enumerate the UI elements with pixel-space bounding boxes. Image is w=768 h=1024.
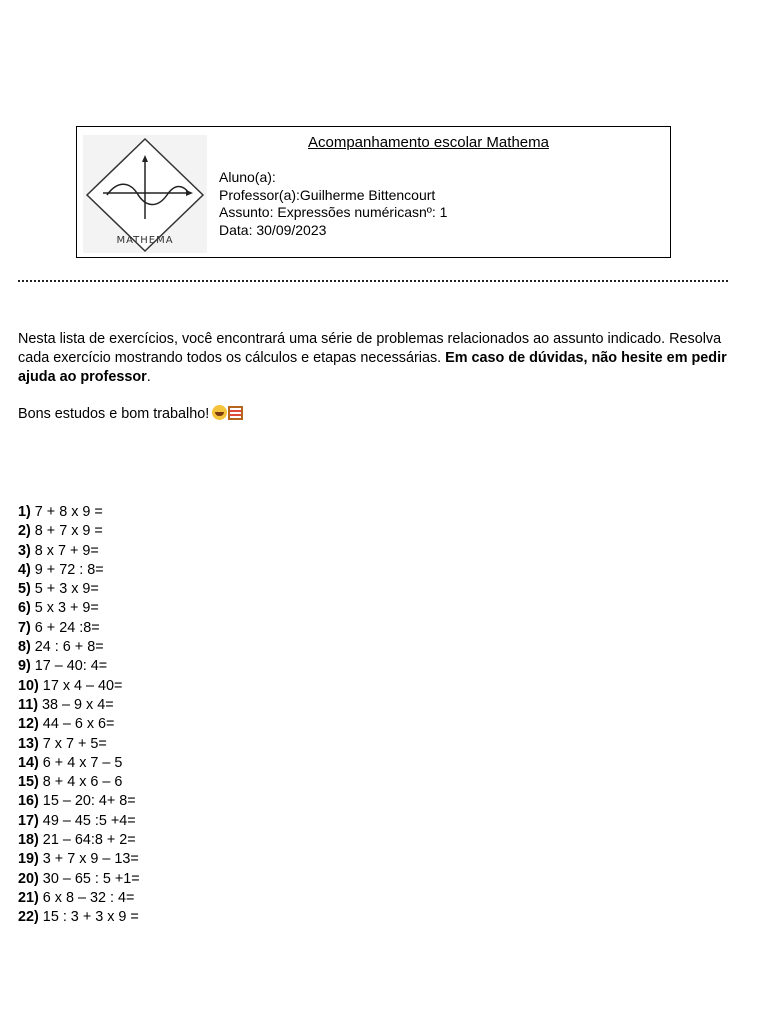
abacus-icon xyxy=(228,406,243,420)
exercise-number: 18) xyxy=(18,832,39,849)
exercise-item xyxy=(18,870,140,889)
exercise-expression: 5 + 3 x 9= xyxy=(30,581,99,598)
date-field: Data: 30/09/2023 xyxy=(219,221,327,238)
exercise-number: 2) xyxy=(18,523,31,540)
exercise-item xyxy=(18,619,140,638)
exercise-item xyxy=(18,715,140,734)
intro-paragraph xyxy=(18,330,733,387)
exercise-number: 6) xyxy=(18,600,31,617)
exercise-expression: 6 x 8 – 32 : 4= xyxy=(38,889,135,906)
exercise-number: 12) xyxy=(18,716,39,733)
mathema-logo xyxy=(83,135,207,253)
exercise-item xyxy=(18,850,140,869)
document-meta xyxy=(219,169,447,239)
intro-period: . xyxy=(146,369,151,385)
intro-text: Nesta lista de exercícios, você encontrará uma série de problemas relacionados ao assunto indicado. Resolva cada exercício mostrando todos os cálculos e etapas necessárias. xyxy=(18,331,722,366)
header-box xyxy=(76,126,671,258)
exercise-number: 22) xyxy=(18,909,39,926)
grinning-face-icon xyxy=(212,405,227,420)
exercise-number: 17) xyxy=(18,812,39,829)
exercise-expression: 21 – 64:8 + 2= xyxy=(38,832,136,849)
exercise-number: 4) xyxy=(18,561,31,578)
exercise-item xyxy=(18,522,140,541)
exercise-item xyxy=(18,561,140,580)
exercise-item xyxy=(18,503,140,522)
exercise-number: 21) xyxy=(18,889,39,906)
exercise-expression: 8 x 7 + 9= xyxy=(30,542,99,559)
exercise-item xyxy=(18,831,140,850)
exercise-number: 15) xyxy=(18,774,39,791)
exercise-number: 11) xyxy=(18,696,39,713)
exercise-expression: 9 + 72 : 8= xyxy=(30,561,104,578)
exercise-expression: 6 + 4 x 7 – 5 xyxy=(38,754,123,771)
exercise-item xyxy=(18,696,140,715)
exercise-expression: 7 x 7 + 5= xyxy=(38,735,107,752)
subject-field: Assunto: Expressões numéricasnº: 1 xyxy=(219,204,448,220)
exercise-expression: 49 – 45 :5 +4= xyxy=(38,812,136,829)
exercise-number: 16) xyxy=(18,793,39,810)
closing-text: Bons estudos e bom trabalho! xyxy=(18,406,210,422)
exercise-number: 3) xyxy=(18,542,31,559)
dotted-divider xyxy=(18,280,728,282)
exercise-expression: 3 + 7 x 9 – 13= xyxy=(38,851,139,868)
exercise-number: 8) xyxy=(18,639,31,656)
exercise-expression: 44 – 6 x 6= xyxy=(38,716,115,733)
exercise-number: 14) xyxy=(18,754,39,771)
exercise-expression: 5 x 3 + 9= xyxy=(30,600,99,617)
exercise-item xyxy=(18,599,140,618)
exercise-expression: 38 – 9 x 4= xyxy=(38,696,114,713)
exercise-expression: 24 : 6 + 8= xyxy=(30,639,104,656)
exercise-item xyxy=(18,773,140,792)
exercise-item xyxy=(18,542,140,561)
exercise-expression: 7 + 8 x 9 = xyxy=(30,504,103,520)
student-field: Aluno(a): xyxy=(219,169,276,185)
exercise-item xyxy=(18,677,140,696)
intro-bold-text: Em caso de dúvidas, não hesite em pedir ajuda ao professor xyxy=(18,350,727,385)
exercise-item xyxy=(18,792,140,811)
closing-line xyxy=(18,405,243,422)
exercise-number: 13) xyxy=(18,735,39,752)
exercise-item xyxy=(18,638,140,657)
exercise-number: 1) xyxy=(18,504,31,520)
exercise-expression: 30 – 65 : 5 +1= xyxy=(38,870,140,887)
exercise-number: 19) xyxy=(18,851,39,868)
exercise-number: 9) xyxy=(18,658,31,675)
exercise-expression: 15 – 20: 4+ 8= xyxy=(38,793,136,810)
exercise-number: 10) xyxy=(18,677,39,694)
exercise-item xyxy=(18,735,140,754)
exercise-expression: 6 + 24 :8= xyxy=(30,619,100,636)
document-title: Acompanhamento escolar Mathema xyxy=(308,134,549,151)
exercise-item xyxy=(18,657,140,676)
exercise-expression: 17 x 4 – 40= xyxy=(38,677,123,694)
exercise-list xyxy=(18,503,140,928)
teacher-field: Professor(a):Guilherme Bittencourt xyxy=(219,186,436,203)
exercise-number: 20) xyxy=(18,870,39,887)
exercise-item xyxy=(18,580,140,599)
exercise-item xyxy=(18,754,140,773)
exercise-item xyxy=(18,889,140,908)
exercise-expression: 8 + 7 x 9 = xyxy=(30,523,103,540)
exercise-expression: 17 – 40: 4= xyxy=(30,658,108,675)
exercise-expression: 8 + 4 x 6 – 6 xyxy=(38,774,123,791)
exercise-number: 5) xyxy=(18,581,31,598)
exercise-number: 7) xyxy=(18,619,31,636)
mathema-logo-graphic xyxy=(83,135,207,253)
logo-text: MATHEMA xyxy=(116,235,174,246)
exercise-item xyxy=(18,908,140,927)
exercise-expression: 15 : 3 + 3 x 9 = xyxy=(38,909,139,926)
exercise-item xyxy=(18,812,140,831)
